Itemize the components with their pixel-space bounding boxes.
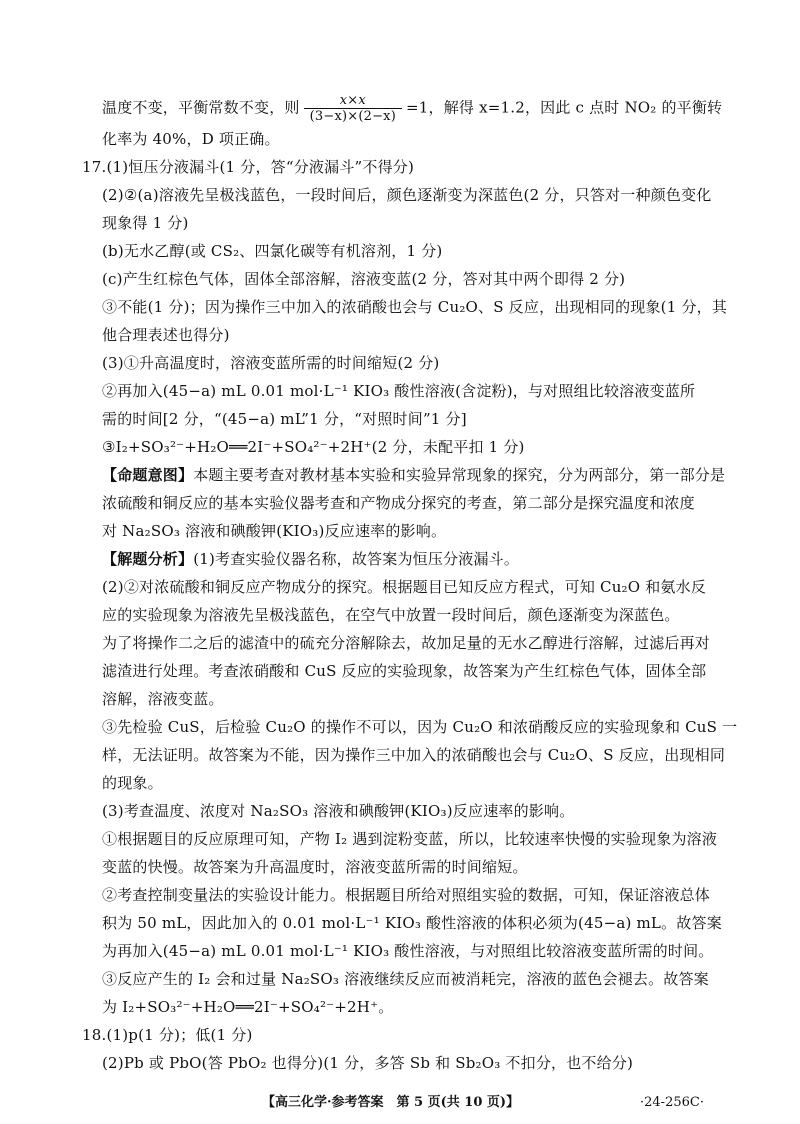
text-line: 为了将操作二之后的滤渣中的硫充分溶解除去，故加足量的无水乙醇进行溶解，过滤后再对 [102,634,711,652]
text-line [102,464,725,486]
text-line: 样，无法证明。故答案为不能，因为操作三中加入的浓硝酸也会与 Cu₂O、S 反应，出现相同 [102,746,726,764]
text-line: (c)产生红棕色气体，固体全部溶解，溶液变蓝(2 分，答对其中两个即得 2 分) [102,270,626,288]
section-label-analysis: 【解题分析】 [102,550,194,568]
text-line: ③反应产生的 I₂ 会和过量 Na₂SO₃ 溶液继续反应而被消耗完，溶液的蓝色会褪去。故答案 [102,970,709,988]
text-line: (3)①升高温度时，溶液变蓝所需的时间缩短(2 分) [102,354,440,372]
text-segment: =1，解得 x=1.2，因此 c 点时 NO₂ 的平衡转 [405,98,723,117]
text-line [102,93,722,124]
text-line: (2)②对浓硫酸和铜反应产物成分的探究。根据题目已知反应方程式，可知 Cu₂O 和氨水反 [102,578,707,596]
text-line: 变蓝的快慢。故答案为升高温度时，溶液变蓝所需的时间缩短。 [102,858,528,876]
question-17-heading: 17.(1)恒压分液漏斗(1 分，答“分液漏斗”不得分) [82,158,415,176]
fraction-denominator: (3−x)×(2−x) [309,109,396,124]
text-line: 需的时间[2 分，“(45−a) mL”1 分，“对照时间”1 分] [102,410,467,428]
text-line: ③I₂+SO₃²⁻+H₂O══2I⁻+SO₄²⁻+2H⁺(2 分，未配平扣 1 分) [102,438,525,456]
text-line: 他合理表述也得分) [102,326,230,344]
text-line: 为 I₂+SO₃²⁻+H₂O══2I⁻+SO₄²⁻+2H⁺。 [102,998,394,1016]
text-line: 溶解，溶液变蓝。 [102,690,224,708]
footer-code: ·24-256C· [640,1095,704,1110]
text-line [102,548,519,570]
text-segment: 温度不变，平衡常数不变，则 [102,98,300,117]
text-line: ①根据题目的反应原理可知，产物 I₂ 遇到淀粉变蓝，所以，比较速率快慢的实验现象为溶液 [102,830,718,848]
text-line: 现象得 1 分) [102,214,189,232]
text-line: ③不能(1 分)；因为操作三中加入的浓硝酸也会与 Cu₂O、S 反应，出现相同的现象(1 分，其 [102,298,728,316]
text-line: (2)Pb 或 PbO(答 PbO₂ 也得分)(1 分，多答 Sb 和 Sb₂O₃ 不扣分，也不给分) [102,1054,634,1072]
text-line: 对 Na₂SO₃ 溶液和碘酸钾(KIO₃)反应速率的影响。 [102,522,447,540]
fraction-numerator: x×x [304,93,402,109]
fraction [304,93,402,124]
text-line: 化率为 40%，D 项正确。 [102,130,280,148]
text-segment: (1)考查实验仪器名称，故答案为恒压分液漏斗。 [193,550,520,568]
text-line: 的现象。 [102,774,163,792]
text-line: 应的实验现象为溶液先呈极浅蓝色，在空气中放置一段时间后，颜色逐渐变为深蓝色。 [102,606,680,624]
text-line: 为再加入(45−a) mL 0.01 mol·L⁻¹ KIO₃ 酸性溶液，与对照组比较溶液变蓝所需的时间。 [102,942,714,960]
text-segment: 本题主要考查对教材基本实验和实验异常现象的探究，分为两部分，第一部分是 [193,466,726,484]
text-line: ③先检验 CuS，后检验 Cu₂O 的操作不可以，因为 Cu₂O 和浓硝酸反应的实验现象和 CuS 一 [102,718,738,736]
text-line: ②考查控制变量法的实验设计能力。根据题目所给对照组实验的数据，可知，保证溶液总体 [102,886,711,904]
text-line: (3)考查温度、浓度对 Na₂SO₃ 溶液和碘酸钾(KIO₃)反应速率的影响。 [102,802,575,820]
text-line: (2)②(a)溶液先呈极浅蓝色，一段时间后，颜色逐渐变为深蓝色(2 分，只答对一种颜色变化 [102,186,712,204]
text-line: 积为 50 mL，因此加入的 0.01 mol·L⁻¹ KIO₃ 酸性溶液的体积必须为(45−a) mL。故答案 [102,914,722,932]
text-line: 滤渣进行处理。考查浓硝酸和 CuS 反应的实验现象，故答案为产生红棕色气体，固体全部 [102,662,707,680]
text-line: (b)无水乙醇(或 CS₂、四氯化碳等有机溶剂，1 分) [102,242,443,260]
footer-page-info: 【高三化学·参考答案 第 5 页(共 10 页)】 [262,1095,520,1110]
question-18-heading: 18.(1)p(1 分)；低(1 分) [82,1026,253,1044]
text-line: 浓硫酸和铜反应的基本实验仪器考查和产物成分探究的考查，第二部分是探究温度和浓度 [102,494,695,512]
text-line: ②再加入(45−a) mL 0.01 mol·L⁻¹ KIO₃ 酸性溶液(含淀粉)，与对照组比较溶液变蓝所 [102,382,696,400]
section-label-intent: 【命题意图】 [102,466,194,484]
